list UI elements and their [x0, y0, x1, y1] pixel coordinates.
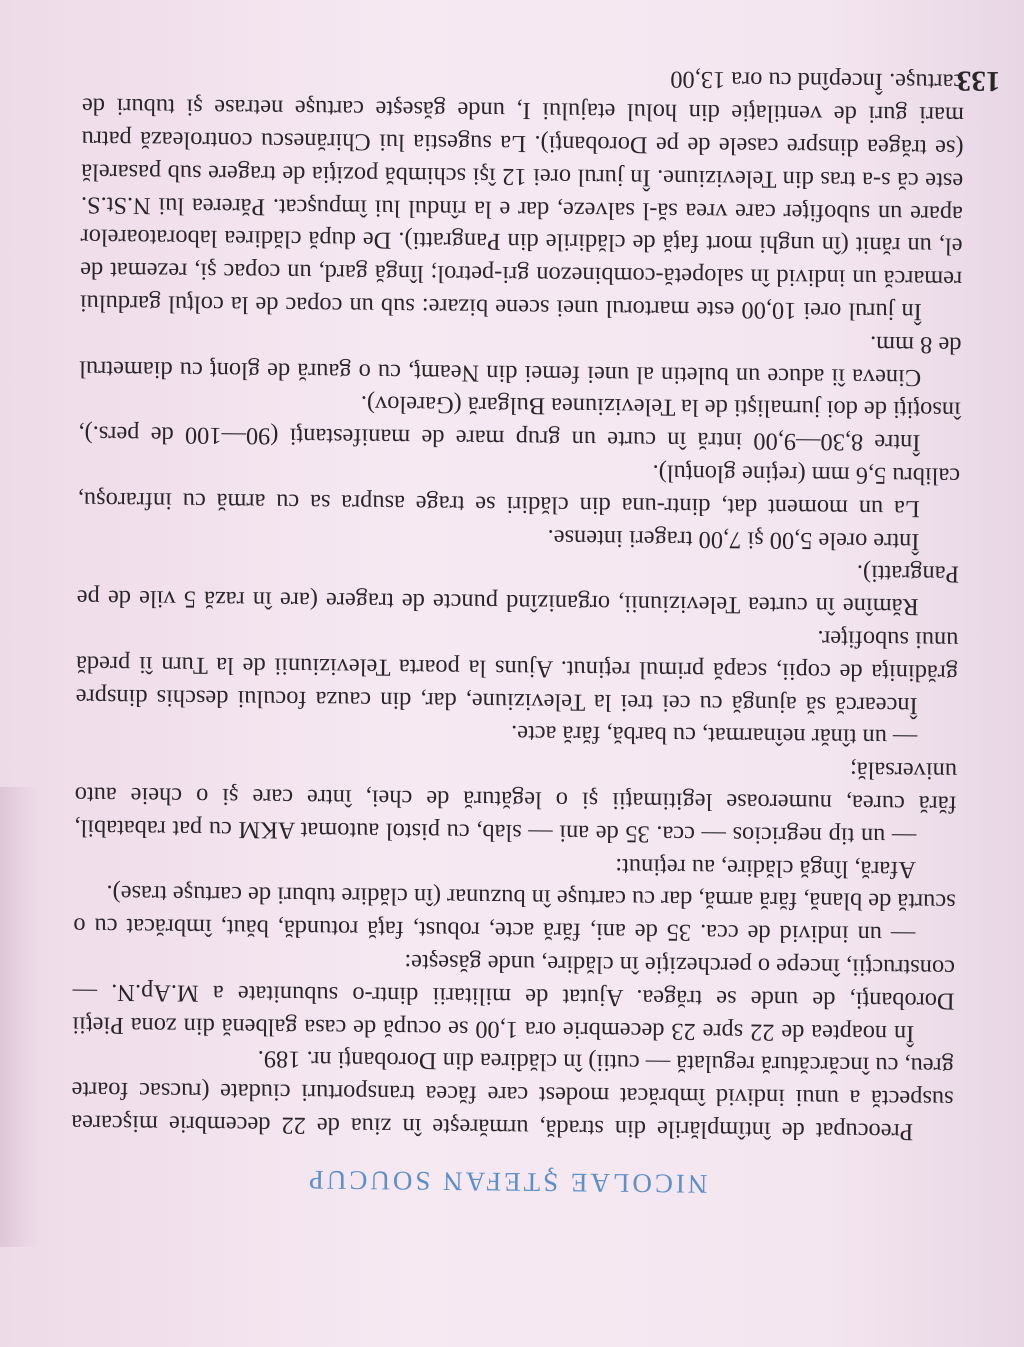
page-number: 133	[956, 64, 1001, 98]
paragraph: Încearcă să ajungă cu cei trei la Televiziune, dar, din cauza focului deschis dinspre grădiniţa de copii, scapă primul reţinut. Ajuns la poarta Televiziunii de la Turn îi predă unui subofiţer.	[75, 625, 959, 719]
paragraph: În noaptea de 22 spre 23 decembrie ora 1,00 se ocupă de casa galbenă din zona Pieţii Dorobanţi, de unde se trăgea. Ajutat de militarii dintr-o subunitate a M.Ap.N. — construcţii, începe o percheziţie în clădire, unde găseşte:	[72, 948, 956, 1047]
paragraph: La un moment dat, dintr-una din clădiri se trage asupra sa cu armă cu infraroşu, calibru 5,6 mm (reţine glonţul).	[77, 459, 961, 523]
paragraph: — un individ de cca. 35 de ani, fără acte, robust, faţă rotundă, băut, îmbrăcat cu o scurtă de blană, fără armă, dar cu cartuşe în buzunar (în clădire tuburi de cartuşe trase).	[73, 880, 956, 949]
paragraph: — un tînăr neînarmat, cu barbă, fără acte.	[510, 720, 918, 752]
paragraph: Cineva îi aduce un buletin al unei femei din Neamţ, cu o gaură de glonţ cu diametrul de 8 mm.	[79, 330, 962, 391]
paragraph: Între 8,30—9,00 intră în curte un grup mare de manifestanţi (90—100 de pers.), însoţiţi de doi jurnalişti de la Televiziunea Bulgară (Garelov).	[78, 390, 961, 457]
paragraph: — un tip negricios — cca. 35 de ani — slab, cu pistol automat AKM cu pat rabatabil, fără curea, numeroase legitimaţii şi o legătură de chei, între care şi o cheie auto universală;	[74, 756, 958, 851]
paragraph: Afară, lîngă clădire, au reţinut:	[615, 852, 917, 883]
paragraph: Preocupat de întîmplările din stradă, urmăreşte în ziua de 22 decembrie mişcarea suspectă a unui individ îmbrăcat modest care făcea transporturi ciudate (rucsac foarte greu, cu încărcătură regulată — cutii) în clădirea din Dorobanţi nr. 189.	[71, 1045, 955, 1146]
paragraph: În jurul orei 10,00 este martorul unei scene bizare: sub un copac de la colţul gardului remarcă un individ în salopetă-combinezon gri-petrol; lîngă gard, un copac şi, rezemat de el, un rănit (în unghi mort faţă de clădirile din Pangratti). De după clădirea laboratoarelor apare un subofiţer care vrea să-l salveze, dar e la rîndul lui împuşcat. Părerea lui N.St.S. este că s-a tras din Televiziune. În jurul orei 12 îşi schimbă poziţia de tragere sub pasarelă (se trăgea dinspre casele de pe Dorobanţi). La sugestia lui Chirănescu controlează patru mari guri de ventilaţie din holul etajului I, unde găseşte cartuşe netrase şi tuburi de cartuşe. Începînd cu ora 13,00	[79, 66, 965, 326]
paragraph: Rămîne în curtea Televiziunii, organizînd puncte de tragere (are în rază 5 vile de pe Pangratti).	[76, 560, 960, 621]
running-header: NICOLAE ŞTEFAN SOUCUP	[305, 1164, 708, 1200]
paragraph: Între orele 5,00 şi 7,00 trageri intense.	[547, 524, 920, 555]
body-text	[71, 56, 964, 1147]
